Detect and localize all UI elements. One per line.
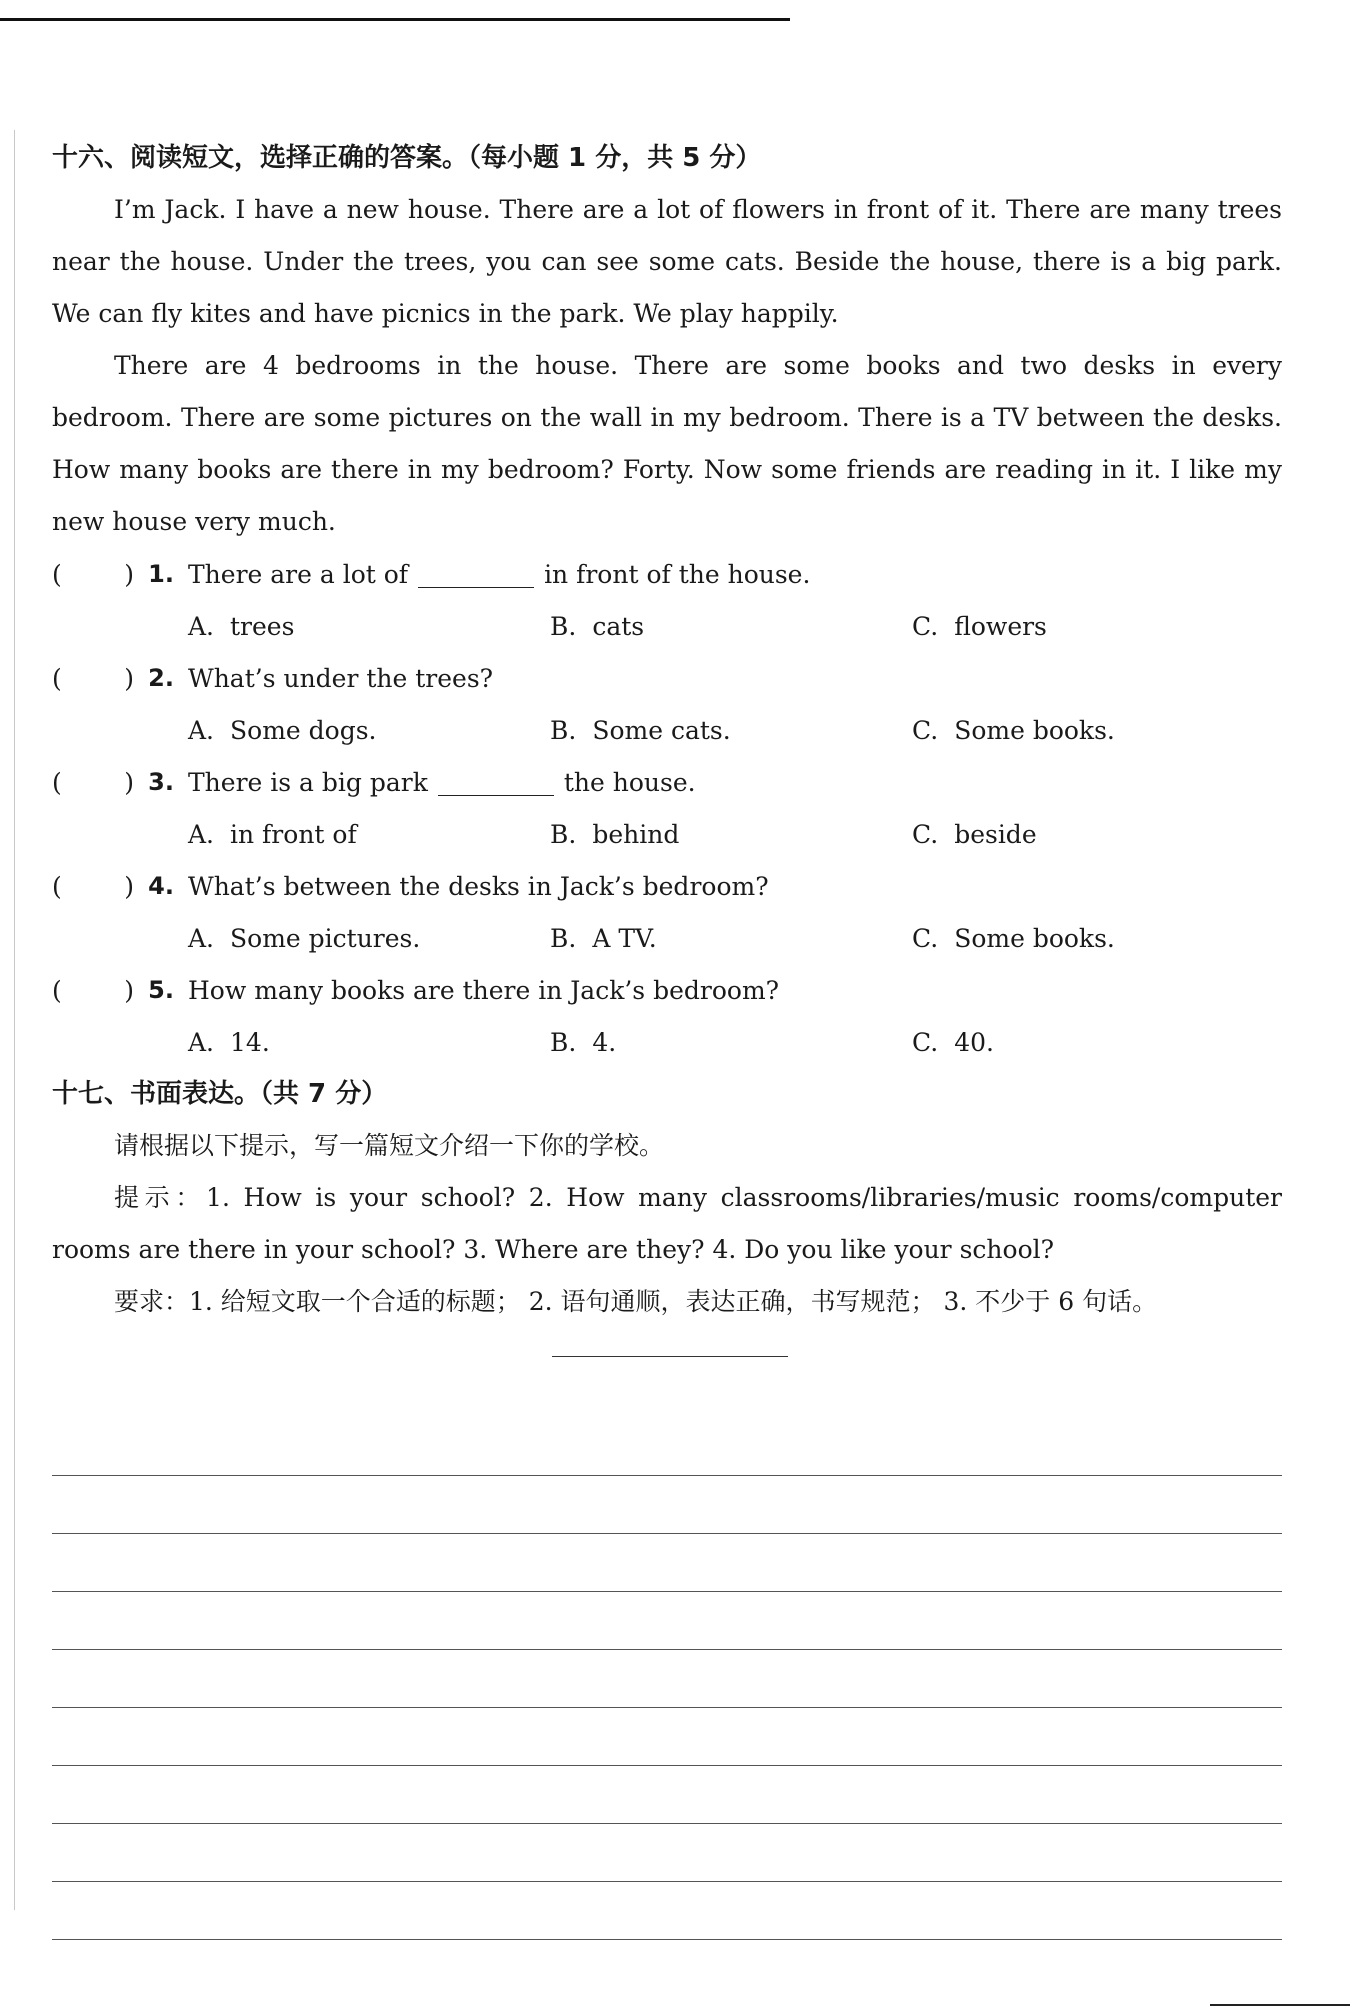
answer-box[interactable]: ( ) (52, 975, 134, 1005)
fill-blank[interactable] (438, 769, 554, 796)
option-a[interactable]: A. Some dogs. (188, 715, 377, 745)
question-3-options (52, 808, 1282, 860)
answer-box[interactable]: ( ) (52, 663, 134, 693)
question-4 (52, 860, 1282, 912)
question-2 (52, 652, 1282, 704)
writing-hint: 提示：1. How is your school? 2. How many classrooms/libraries/music rooms/computer rooms are there in your school? 3. Where are they? 4. Do you like your school? (52, 1183, 1282, 1264)
question-number: 2. (148, 664, 174, 692)
option-a[interactable]: A. trees (188, 611, 295, 641)
question-number: 4. (148, 872, 174, 900)
option-c[interactable]: C. 40. (912, 1027, 994, 1057)
question-number: 3. (148, 768, 174, 796)
question-3 (52, 756, 1282, 808)
question-text-after: in front of the house. (544, 559, 811, 589)
question-number: 1. (148, 560, 174, 588)
option-c[interactable]: C. Some books. (912, 923, 1115, 953)
writing-area[interactable] (52, 1418, 1282, 1940)
option-c[interactable]: C. Some books. (912, 715, 1115, 745)
option-b[interactable]: B. A TV. (550, 923, 657, 953)
writing-line[interactable] (52, 1418, 1282, 1476)
question-2-options (52, 704, 1282, 756)
question-5 (52, 964, 1282, 1016)
passage-paragraph-1: I’m Jack. I have a new house. There are a lot of flowers in front of it. There are many trees near the house. Under the trees, you can see some cats. Beside the house, there is a big park. We can fly kites and have picnics in the park. We play happily. (52, 195, 1282, 328)
option-b[interactable]: B. behind (550, 819, 680, 849)
question-text: There is a big park (188, 767, 428, 797)
option-b[interactable]: B. 4. (550, 1027, 617, 1057)
writing-line[interactable] (52, 1708, 1282, 1766)
option-a[interactable]: A. Some pictures. (188, 923, 421, 953)
margin-line (14, 130, 15, 1910)
writing-line[interactable] (52, 1592, 1282, 1650)
question-text: What’s under the trees? (188, 663, 494, 693)
writing-line[interactable] (52, 1882, 1282, 1940)
question-5-options (52, 1016, 1282, 1068)
option-c[interactable]: C. beside (912, 819, 1037, 849)
writing-line[interactable] (52, 1534, 1282, 1592)
worksheet-content (52, 132, 1282, 1328)
top-rule (0, 18, 790, 21)
question-text: What’s between the desks in Jack’s bedroom? (188, 871, 769, 901)
question-number: 5. (148, 976, 174, 1004)
question-1-options (52, 600, 1282, 652)
option-c[interactable]: C. flowers (912, 611, 1047, 641)
option-b[interactable]: B. Some cats. (550, 715, 731, 745)
option-a[interactable]: A. in front of (188, 819, 357, 849)
question-1 (52, 548, 1282, 600)
writing-line[interactable] (52, 1824, 1282, 1882)
writing-line[interactable] (52, 1766, 1282, 1824)
option-b[interactable]: B. cats (550, 611, 645, 641)
answer-box[interactable]: ( ) (52, 767, 134, 797)
option-a[interactable]: A. 14. (188, 1027, 270, 1057)
fill-blank[interactable] (418, 561, 534, 588)
passage-paragraph-2: There are 4 bedrooms in the house. There are some books and two desks in every bedroom. There are some pictures on the wall in my bedroom. There is a TV between the desks. How many books are there in my bedroom? Forty. Now some friends are reading in it. I like my new house very much. (52, 351, 1282, 536)
section-16-heading: 十六、阅读短文，选择正确的答案。（每小题 1 分，共 5 分） (52, 143, 762, 173)
essay-title-line[interactable] (552, 1356, 788, 1357)
bottom-rule (1210, 2004, 1350, 2006)
writing-line[interactable] (52, 1650, 1282, 1708)
writing-instruction: 请根据以下提示，写一篇短文介绍一下你的学校。 (114, 1131, 665, 1160)
writing-line[interactable] (52, 1476, 1282, 1534)
section-17-heading: 十七、书面表达。（共 7 分） (52, 1079, 388, 1109)
question-text-after: the house. (563, 767, 696, 797)
question-text: There are a lot of (188, 559, 409, 589)
writing-requirement: 要求：1. 给短文取一个合适的标题； 2. 语句通顺，表达正确，书写规范； 3. 不少于 6 句话。 (114, 1287, 1158, 1316)
answer-box[interactable]: ( ) (52, 871, 134, 901)
question-text: How many books are there in Jack’s bedroom? (188, 975, 780, 1005)
question-4-options (52, 912, 1282, 964)
answer-box[interactable]: ( ) (52, 559, 134, 589)
